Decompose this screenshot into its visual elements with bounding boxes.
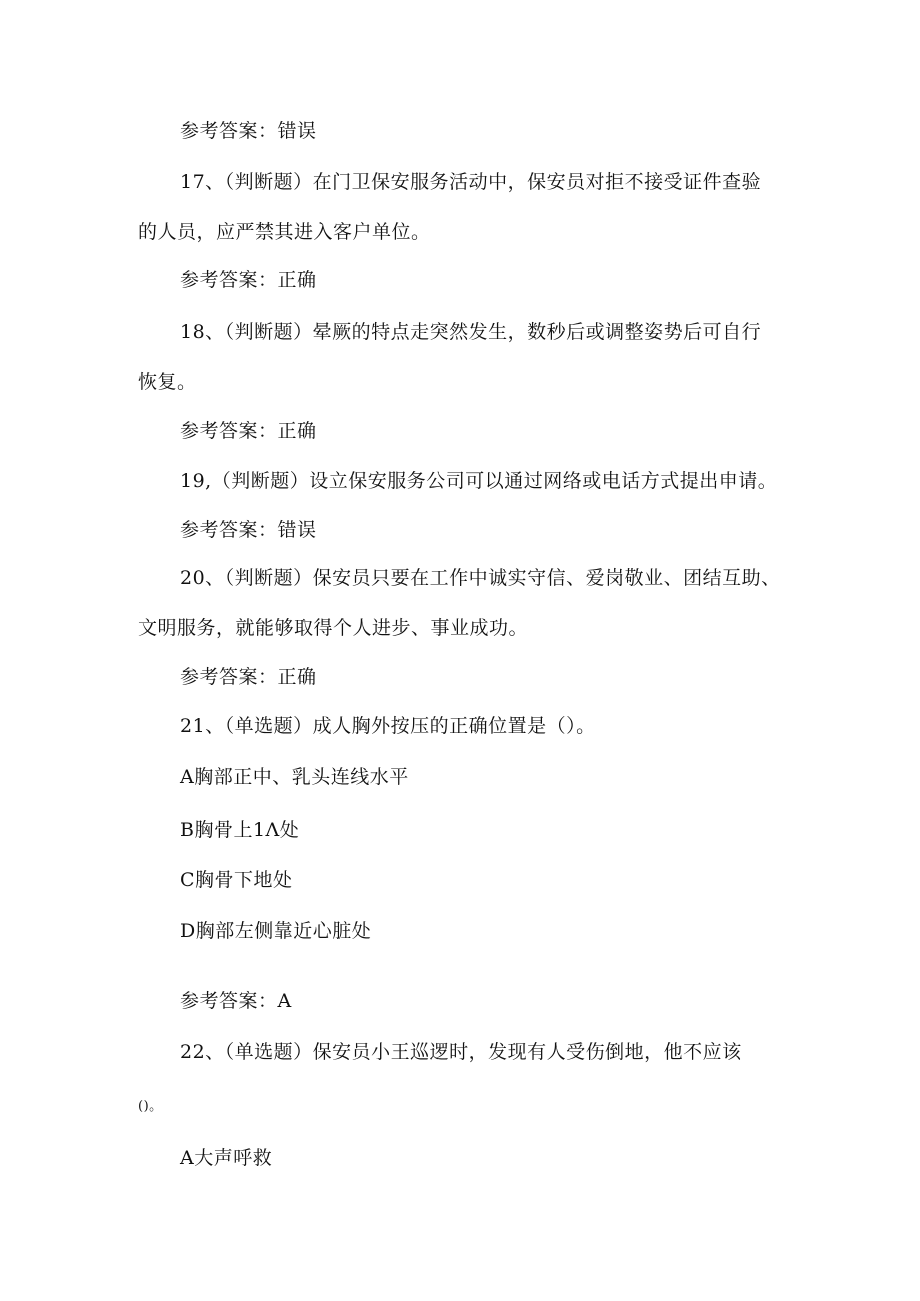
option-22-a: A大声呼救 xyxy=(180,1147,273,1169)
question-17-line-2: 的人员，应严禁其进入客户单位。 xyxy=(138,221,431,243)
answer-16: 参考答案：错误 xyxy=(180,120,317,142)
question-22-line-2: ()。 xyxy=(138,1099,163,1114)
option-21-a: A胸部正中、乳头连线水平 xyxy=(180,766,409,788)
option-21-c: C胸骨下地处 xyxy=(180,869,293,891)
answer-19: 参考答案：错误 xyxy=(180,519,317,541)
question-20-line-1: 20、（判断题）保安员只要在工作中诚实守信、爱岗敬业、团结互助、 xyxy=(180,567,781,589)
answer-17: 参考答案：正确 xyxy=(180,269,317,291)
answer-18: 参考答案：正确 xyxy=(180,420,317,442)
question-17-line-1: 17、（判断题）在门卫保安服务活动中，保安员对拒不接受证件查验 xyxy=(180,171,762,193)
question-21: 21、（单选题）成人胸外按压的正确位置是（）。 xyxy=(180,715,596,737)
answer-21: 参考答案：A xyxy=(180,990,292,1012)
option-21-b: B胸骨上1Λ处 xyxy=(180,819,300,841)
question-18-line-1: 18、（判断题）晕厥的特点走突然发生，数秒后或调整姿势后可自行 xyxy=(180,321,762,343)
question-22-line-1: 22、（单选题）保安员小王巡逻时，发现有人受伤倒地，他不应该 xyxy=(180,1041,742,1063)
question-18-line-2: 恢复。 xyxy=(138,371,197,393)
option-21-d: D胸部左侧靠近心脏处 xyxy=(180,920,372,942)
answer-20: 参考答案：正确 xyxy=(180,666,317,688)
question-19: 19,（判断题）设立保安服务公司可以通过网络或电话方式提出申请。 xyxy=(180,470,778,492)
question-20-line-2: 文明服务，就能够取得个人进步、事业成功。 xyxy=(138,617,529,639)
